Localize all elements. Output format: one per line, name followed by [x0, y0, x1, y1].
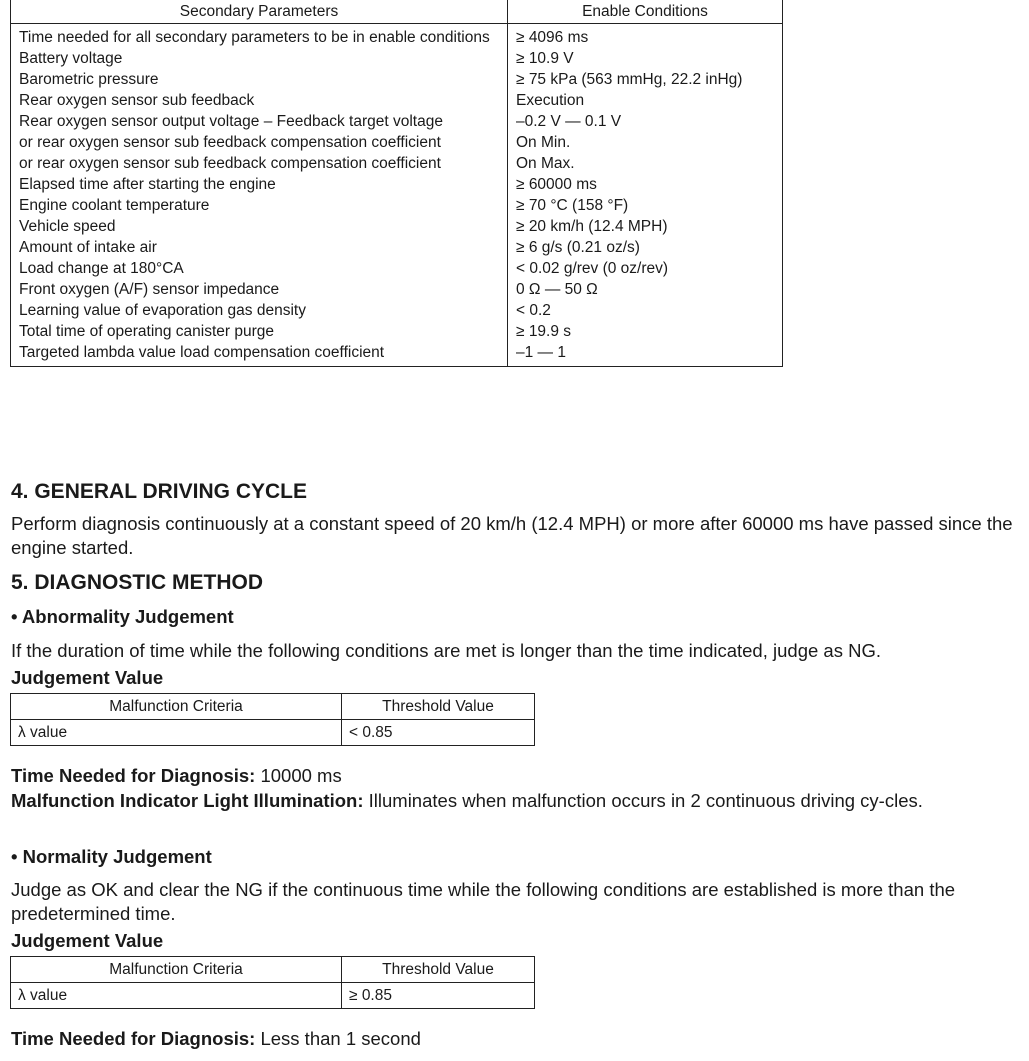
- table-row: [11, 216, 783, 237]
- column-header-secondary-parameters: Secondary Parameters: [11, 0, 508, 24]
- table-row: [11, 342, 783, 367]
- abnormality-judgement-table: [10, 693, 535, 746]
- table-row: [11, 258, 783, 279]
- table-row: [11, 279, 783, 300]
- normality-judgement-table: [10, 956, 535, 1009]
- criteria-cell: λ value: [11, 720, 342, 746]
- table-row: [11, 321, 783, 342]
- table-row: [11, 90, 783, 111]
- parameter-cell: Rear oxygen sensor sub feedback: [11, 90, 508, 111]
- table-row: [11, 237, 783, 258]
- section-heading-general-driving-cycle: 4. GENERAL DRIVING CYCLE: [11, 480, 307, 503]
- table-row: [11, 300, 783, 321]
- condition-cell: ≥ 19.9 s: [508, 321, 783, 342]
- parameter-cell: Load change at 180°CA: [11, 258, 508, 279]
- threshold-cell: ≥ 0.85: [342, 983, 535, 1009]
- table-row: [11, 174, 783, 195]
- table-row: [11, 153, 783, 174]
- parameter-cell: or rear oxygen sensor sub feedback compensation coefficient: [11, 132, 508, 153]
- parameter-cell: Front oxygen (A/F) sensor impedance: [11, 279, 508, 300]
- table-row: [11, 111, 783, 132]
- judgement-value-label: Judgement Value: [11, 667, 164, 688]
- general-driving-cycle-text: Perform diagnosis continuously at a constant speed of 20 km/h (12.4 MPH) or more after 60000 ms have passed since the engine started.: [11, 513, 1013, 558]
- condition-cell: On Min.: [508, 132, 783, 153]
- condition-cell: < 0.02 g/rev (0 oz/rev): [508, 258, 783, 279]
- secondary-parameters-table: [10, 0, 783, 367]
- criteria-cell: λ value: [11, 983, 342, 1009]
- abnormality-judgement-text: If the duration of time while the following conditions are met is longer than the time indicated, judge as NG.: [11, 640, 881, 661]
- condition-cell: ≥ 75 kPa (563 mmHg, 22.2 inHg): [508, 69, 783, 90]
- parameter-cell: Battery voltage: [11, 48, 508, 69]
- judgement-value-label: Judgement Value: [11, 930, 164, 951]
- time-needed-label: Time Needed for Diagnosis:: [11, 765, 256, 786]
- table-row: [11, 720, 535, 746]
- condition-cell: ≥ 10.9 V: [508, 48, 783, 69]
- parameter-cell: Time needed for all secondary parameters to be in enable conditions: [11, 24, 508, 49]
- column-header-threshold-value: Threshold Value: [342, 957, 535, 983]
- condition-cell: ≥ 70 °C (158 °F): [508, 195, 783, 216]
- condition-cell: Execution: [508, 90, 783, 111]
- time-needed-value: 10000 ms: [255, 765, 342, 786]
- condition-cell: –0.2 V — 0.1 V: [508, 111, 783, 132]
- condition-cell: –1 — 1: [508, 342, 783, 367]
- mil-illumination: [11, 789, 1021, 813]
- section-heading-diagnostic-method: 5. DIAGNOSTIC METHOD: [11, 571, 264, 594]
- condition-cell: 0 Ω — 50 Ω: [508, 279, 783, 300]
- parameter-cell: Learning value of evaporation gas density: [11, 300, 508, 321]
- condition-cell: ≥ 4096 ms: [508, 24, 783, 49]
- table-row: [11, 132, 783, 153]
- parameter-cell: Total time of operating canister purge: [11, 321, 508, 342]
- parameter-cell: Vehicle speed: [11, 216, 508, 237]
- parameter-cell: Amount of intake air: [11, 237, 508, 258]
- parameter-cell: Elapsed time after starting the engine: [11, 174, 508, 195]
- column-header-malfunction-criteria: Malfunction Criteria: [11, 957, 342, 983]
- column-header-threshold-value: Threshold Value: [342, 694, 535, 720]
- normality-judgement-text: Judge as OK and clear the NG if the continuous time while the following conditions are established is more than the predetermined time.: [11, 879, 956, 924]
- parameter-cell: Barometric pressure: [11, 69, 508, 90]
- table-row: [11, 195, 783, 216]
- mil-illumination-value: Illuminates when malfunction occurs in 2 continuous driving cy-cles.: [363, 790, 923, 811]
- table-row: [11, 983, 535, 1009]
- column-header-enable-conditions: Enable Conditions: [508, 0, 783, 24]
- parameter-cell: Targeted lambda value load compensation coefficient: [11, 342, 508, 367]
- condition-cell: ≥ 20 km/h (12.4 MPH): [508, 216, 783, 237]
- condition-cell: < 0.2: [508, 300, 783, 321]
- parameter-cell: Engine coolant temperature: [11, 195, 508, 216]
- table-header-row: [11, 694, 535, 720]
- normality-judgement-heading: • Normality Judgement: [11, 846, 212, 867]
- threshold-cell: < 0.85: [342, 720, 535, 746]
- table-header-row: [11, 957, 535, 983]
- time-needed-value: Less than 1 second: [255, 1028, 421, 1049]
- time-needed-label: Time Needed for Diagnosis:: [11, 1028, 256, 1049]
- mil-illumination-label: Malfunction Indicator Light Illumination:: [11, 790, 364, 811]
- abnormality-time-needed: [11, 764, 1021, 788]
- normality-time-needed: [11, 1027, 1021, 1051]
- abnormality-judgement-heading: • Abnormality Judgement: [11, 606, 234, 627]
- condition-cell: ≥ 6 g/s (0.21 oz/s): [508, 237, 783, 258]
- condition-cell: On Max.: [508, 153, 783, 174]
- parameter-cell: Rear oxygen sensor output voltage – Feedback target voltage: [11, 111, 508, 132]
- column-header-malfunction-criteria: Malfunction Criteria: [11, 694, 342, 720]
- parameter-cell: or rear oxygen sensor sub feedback compensation coefficient: [11, 153, 508, 174]
- table-row: [11, 24, 783, 49]
- table-row: [11, 69, 783, 90]
- table-row: [11, 48, 783, 69]
- condition-cell: ≥ 60000 ms: [508, 174, 783, 195]
- table-header-row: [11, 0, 783, 24]
